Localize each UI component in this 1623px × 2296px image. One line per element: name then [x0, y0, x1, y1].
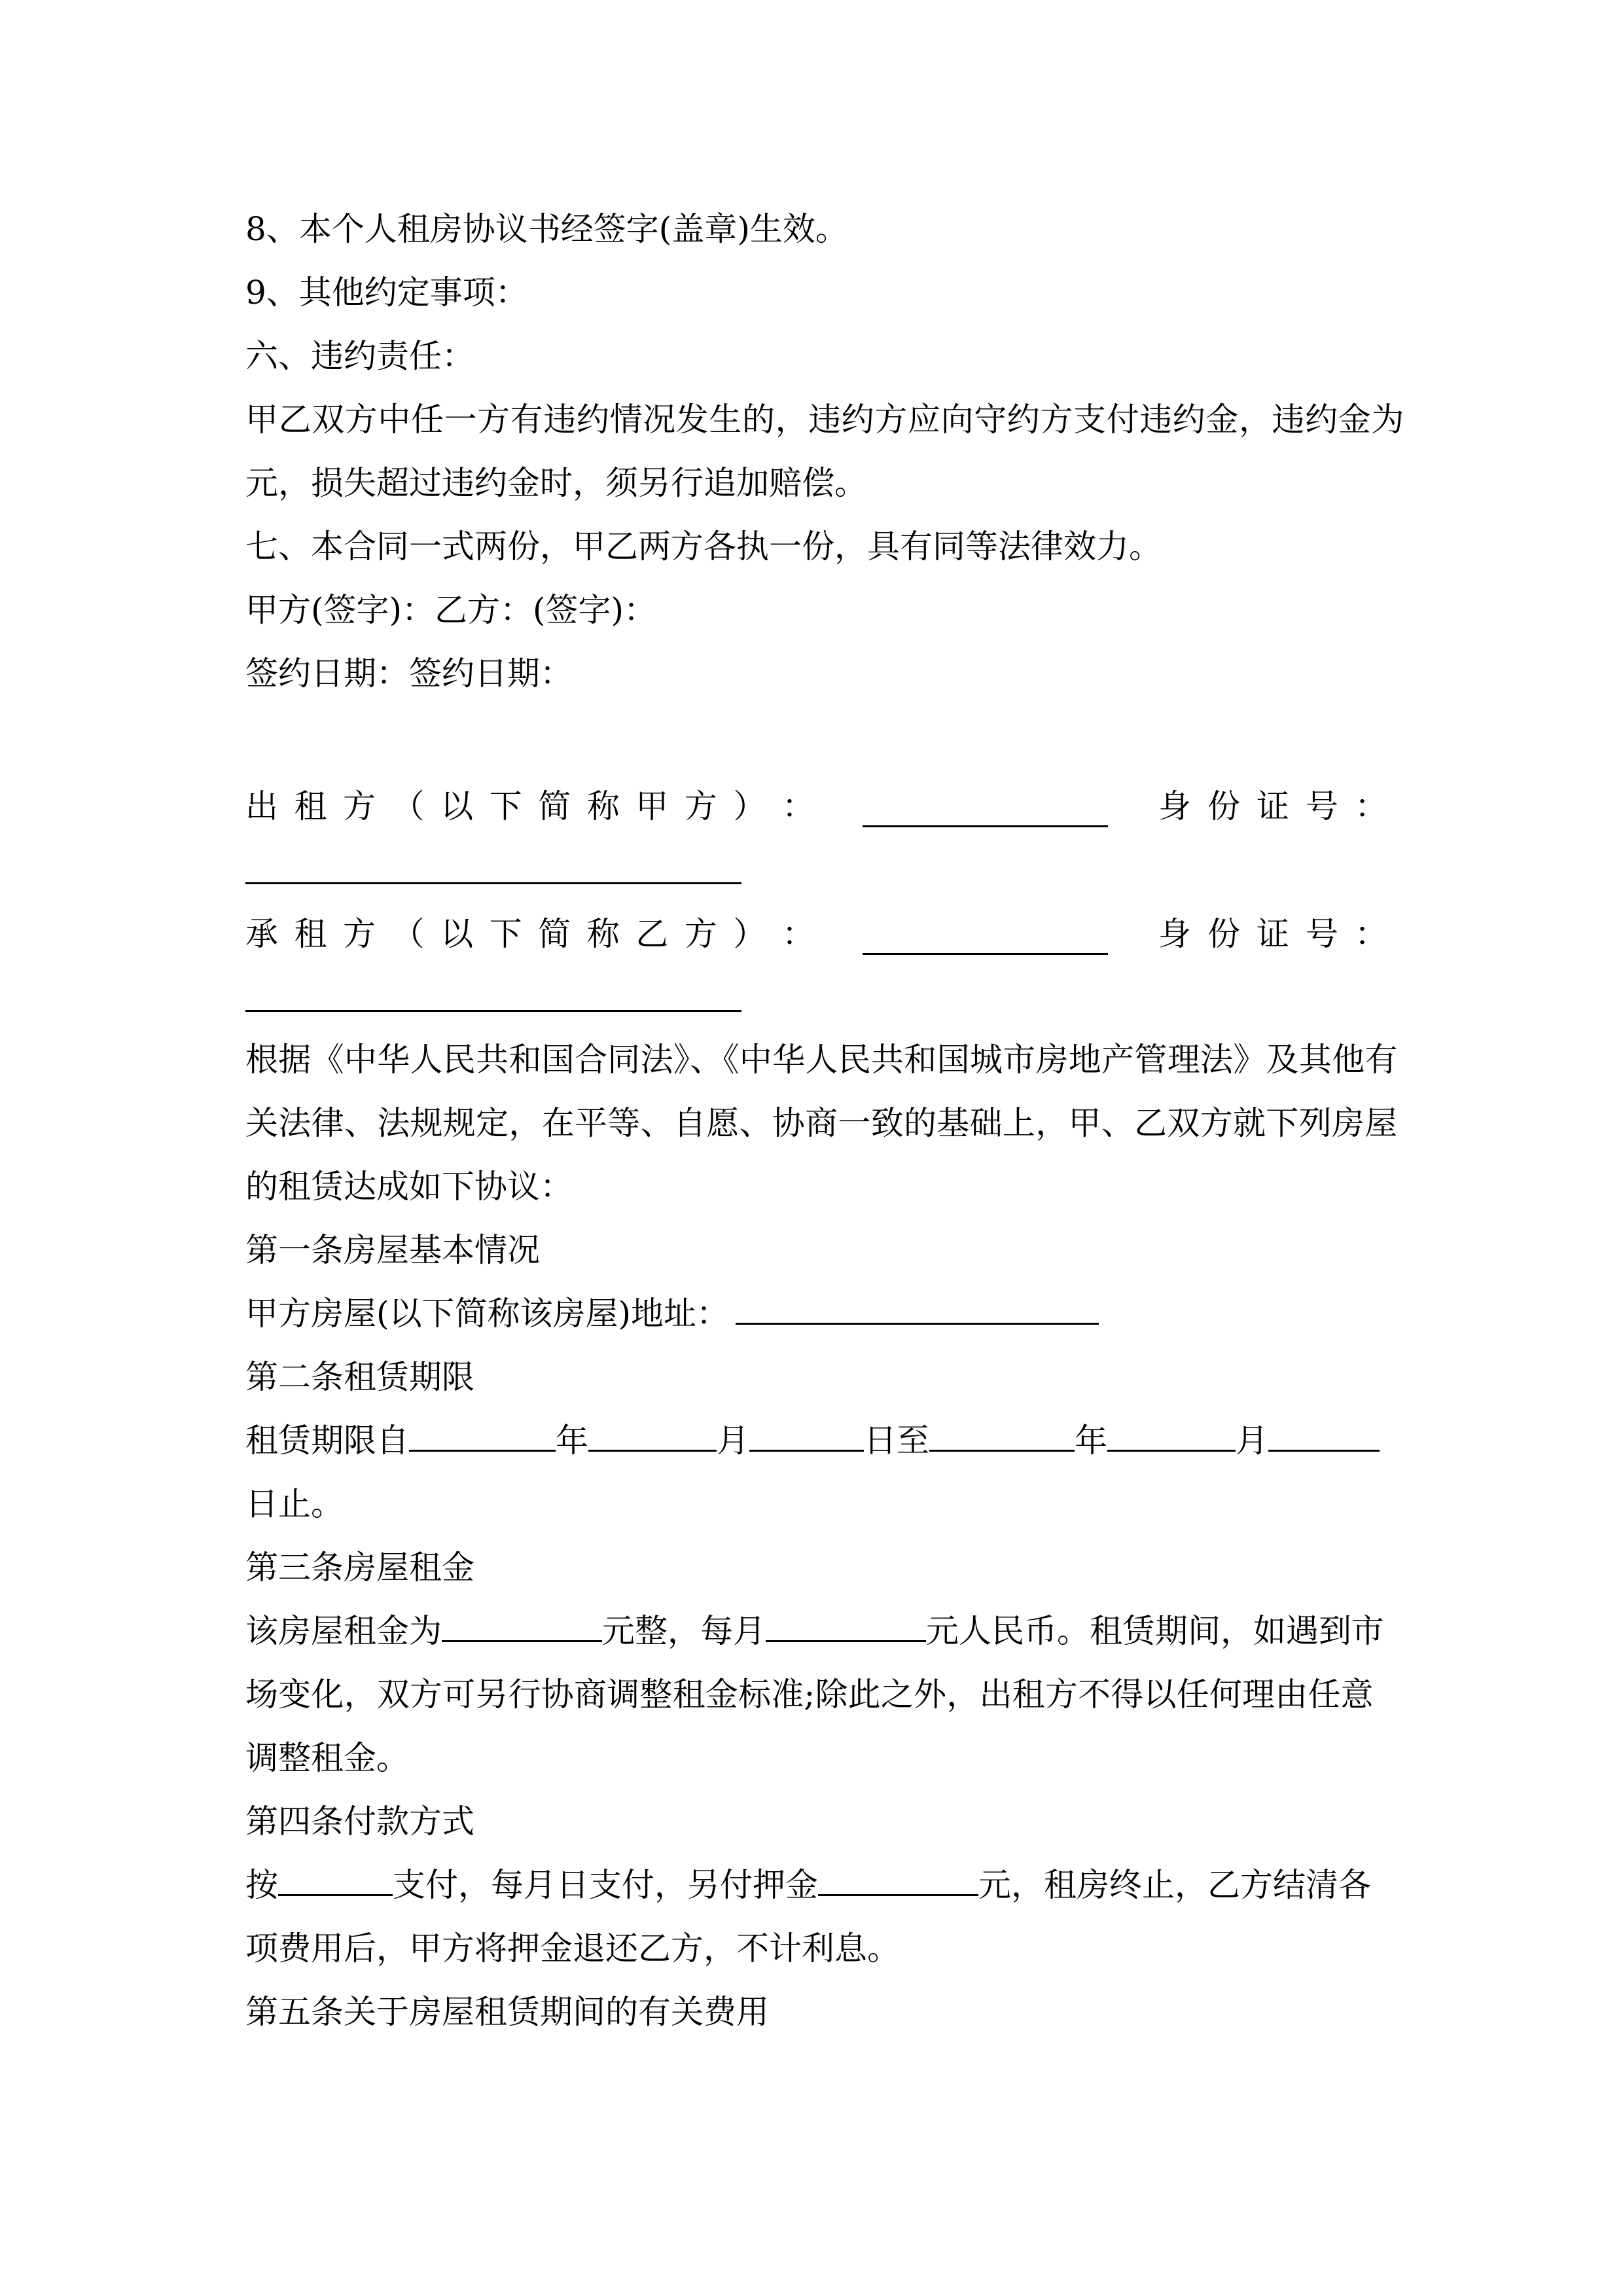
- lessor-name-field[interactable]: [863, 797, 1108, 827]
- article-1-title: 第一条房屋基本情况: [245, 1231, 540, 1269]
- payment-prefix: 按: [245, 1866, 278, 1904]
- rent-line-3: 调整租金。: [245, 1739, 409, 1777]
- lessee-id-field[interactable]: [245, 1010, 741, 1012]
- lease-term-end: 日止。: [245, 1485, 344, 1523]
- total-rent-field[interactable]: [442, 1611, 602, 1642]
- address-field[interactable]: [736, 1294, 1099, 1325]
- end-month-field[interactable]: [1107, 1421, 1236, 1452]
- year-label-1: 年: [556, 1422, 588, 1460]
- address-label: 甲方房屋(以下简称该房屋)地址：: [245, 1295, 730, 1333]
- monthly-rent-field[interactable]: [766, 1611, 926, 1642]
- month-label-2: 月: [1236, 1422, 1268, 1460]
- address-line: [245, 1293, 1387, 1335]
- article-5-title: 第五条关于房屋租赁期间的有关费用: [245, 1993, 769, 2031]
- lessor-id-label: 身 份 证 号 ：: [1158, 787, 1387, 825]
- rent-per-month-label: 元整，每月: [602, 1612, 766, 1650]
- signing-date-line: 签约日期：签约日期：: [245, 655, 573, 692]
- payment-termination-text: 元，租房终止，乙方结清各: [978, 1866, 1371, 1904]
- start-year-field[interactable]: [409, 1421, 556, 1452]
- rent-line-2: 场变化，双方可另行协商调整租金标准;除此之外，出租方不得以任何理由任意: [245, 1676, 1374, 1713]
- lessor-label: 出 租 方 （ 以 下 简 称 甲 方 ） ：: [245, 787, 815, 825]
- preamble-line-3: 的租赁达成如下协议：: [245, 1168, 573, 1206]
- payment-line-1: [245, 1864, 1387, 1906]
- lease-term-line: [245, 1420, 1387, 1462]
- deposit-field[interactable]: [818, 1865, 978, 1896]
- end-year-field[interactable]: [929, 1421, 1075, 1452]
- lessee-id-label: 身 份 证 号 ：: [1158, 915, 1387, 953]
- lessee-label: 承 租 方 （ 以 下 简 称 乙 方 ） ：: [245, 915, 815, 953]
- year-label-2: 年: [1075, 1422, 1107, 1460]
- lessee-name-field[interactable]: [863, 924, 1108, 955]
- end-day-field[interactable]: [1268, 1421, 1380, 1452]
- article-2-title: 第二条租赁期限: [245, 1358, 474, 1396]
- payment-period-field[interactable]: [278, 1865, 393, 1896]
- preamble-line-2: 关法律、法规规定，在平等、自愿、协商一致的基础上，甲、乙双方就下列房屋: [245, 1104, 1398, 1142]
- payment-line-2: 项费用后，甲方将押金退还乙方，不计利息。: [245, 1929, 900, 1967]
- day-to-label: 日至: [864, 1422, 929, 1460]
- start-day-field[interactable]: [749, 1421, 864, 1452]
- rent-line-1: [245, 1610, 1387, 1652]
- preamble-line-1: 根据《中华人民共和国合同法》、《中华人民共和国城市房地产管理法》及其他有: [245, 1041, 1398, 1079]
- clause-8: 8、本个人租房协议书经签字(盖章)生效。: [245, 210, 848, 248]
- section-7: 七、本合同一式两份，甲乙两方各执一份，具有同等法律效力。: [245, 528, 1162, 565]
- payment-deposit-label: 支付，每月日支付，另付押金: [393, 1866, 818, 1904]
- lease-term-prefix: 租赁期限自: [245, 1422, 409, 1460]
- rent-currency-text: 元人民币。租赁期间，如遇到市: [926, 1612, 1384, 1650]
- lessee-line: [245, 913, 1387, 955]
- signature-line: 甲方(签字)：乙方：(签字)：: [245, 591, 657, 629]
- clause-9: 9、其他约定事项：: [245, 274, 528, 312]
- section-6-title: 六、违约责任：: [245, 337, 474, 375]
- start-month-field[interactable]: [588, 1421, 717, 1452]
- article-4-title: 第四条付款方式: [245, 1803, 474, 1840]
- lessor-id-field[interactable]: [245, 882, 741, 884]
- lessor-line: [245, 785, 1387, 827]
- month-label-1: 月: [717, 1422, 749, 1460]
- section-6-paragraph-line-1: 甲乙双方中任一方有违约情况发生的，违约方应向守约方支付违约金，违约金为: [245, 401, 1404, 439]
- section-6-paragraph-line-2: 元，损失超过违约金时，须另行追加赔偿。: [245, 464, 867, 502]
- rent-label: 该房屋租金为: [245, 1612, 442, 1650]
- article-3-title: 第三条房屋租金: [245, 1549, 474, 1587]
